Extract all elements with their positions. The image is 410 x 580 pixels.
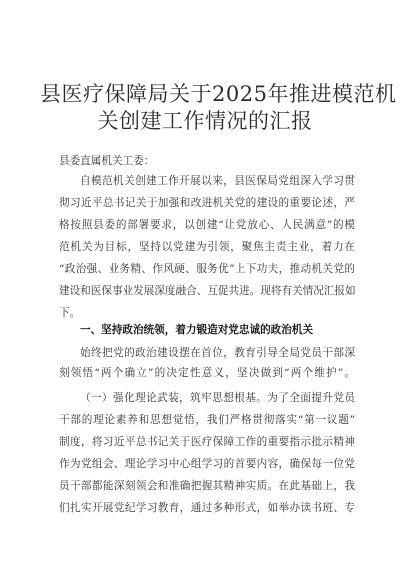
section-heading: 一、坚持政治统领，着力锻造对党忠诚的政治机关 <box>80 324 314 336</box>
paragraph-line: 们扎实开展党纪学习教育，通过多种形式，如举办读书班、专 <box>59 502 355 514</box>
paragraph-line: 格按照县委的部署要求，以创建“让党放心、人民满意”的模 <box>59 219 355 231</box>
document-title-line-1: 县医疗保障局关于2025年推进模范机 <box>40 82 397 106</box>
paragraph-line: 自模范机关创建工作开展以来，县医保局党组深入学习贯 <box>80 175 355 187</box>
paragraph-line: 下。 <box>59 307 81 319</box>
paragraph-line: （一）强化理论武装，筑牢思想根基。为了全面提升党员 <box>80 392 355 404</box>
paragraph-line: 彻习近平总书记关于加强和改进机关党的建设的重要论述，严 <box>59 197 355 209</box>
paragraph-line: “政治强、业务精、作风硬、服务优”上下功夫，推动机关党的 <box>59 263 355 275</box>
paragraph-line: 建设和医保事业发展深度融合、互促共进。现将有关情况汇报如 <box>59 285 356 297</box>
paragraph-line: 员干部都能深刻领会和准确把握其精神实质。在此基础上，我 <box>59 480 355 492</box>
paragraph-line: 刻领悟“两个确立”的决定性意义，坚决做到“两个维护”。 <box>59 367 355 379</box>
paragraph-line: 范机关为目标，坚持以党建为引领，聚焦主责主业，着力在 <box>59 241 355 253</box>
salutation: 县委直属机关工委： <box>59 155 155 167</box>
paragraph-line: 始终把党的政治建设摆在首位，教育引导全局党员干部深 <box>80 347 355 359</box>
paragraph-line: 干部的理论素养和思想觉悟，我们严格贯彻落实“第一议题” <box>59 414 355 426</box>
document-title-line-2: 关创建工作情况的汇报 <box>97 109 313 133</box>
paragraph-line: 作为党组会、理论学习中心组学习的首要内容，确保每一位党 <box>59 458 355 470</box>
paragraph-line: 制度，将习近平总书记关于医疗保障工作的重要指示批示精神 <box>59 436 355 448</box>
